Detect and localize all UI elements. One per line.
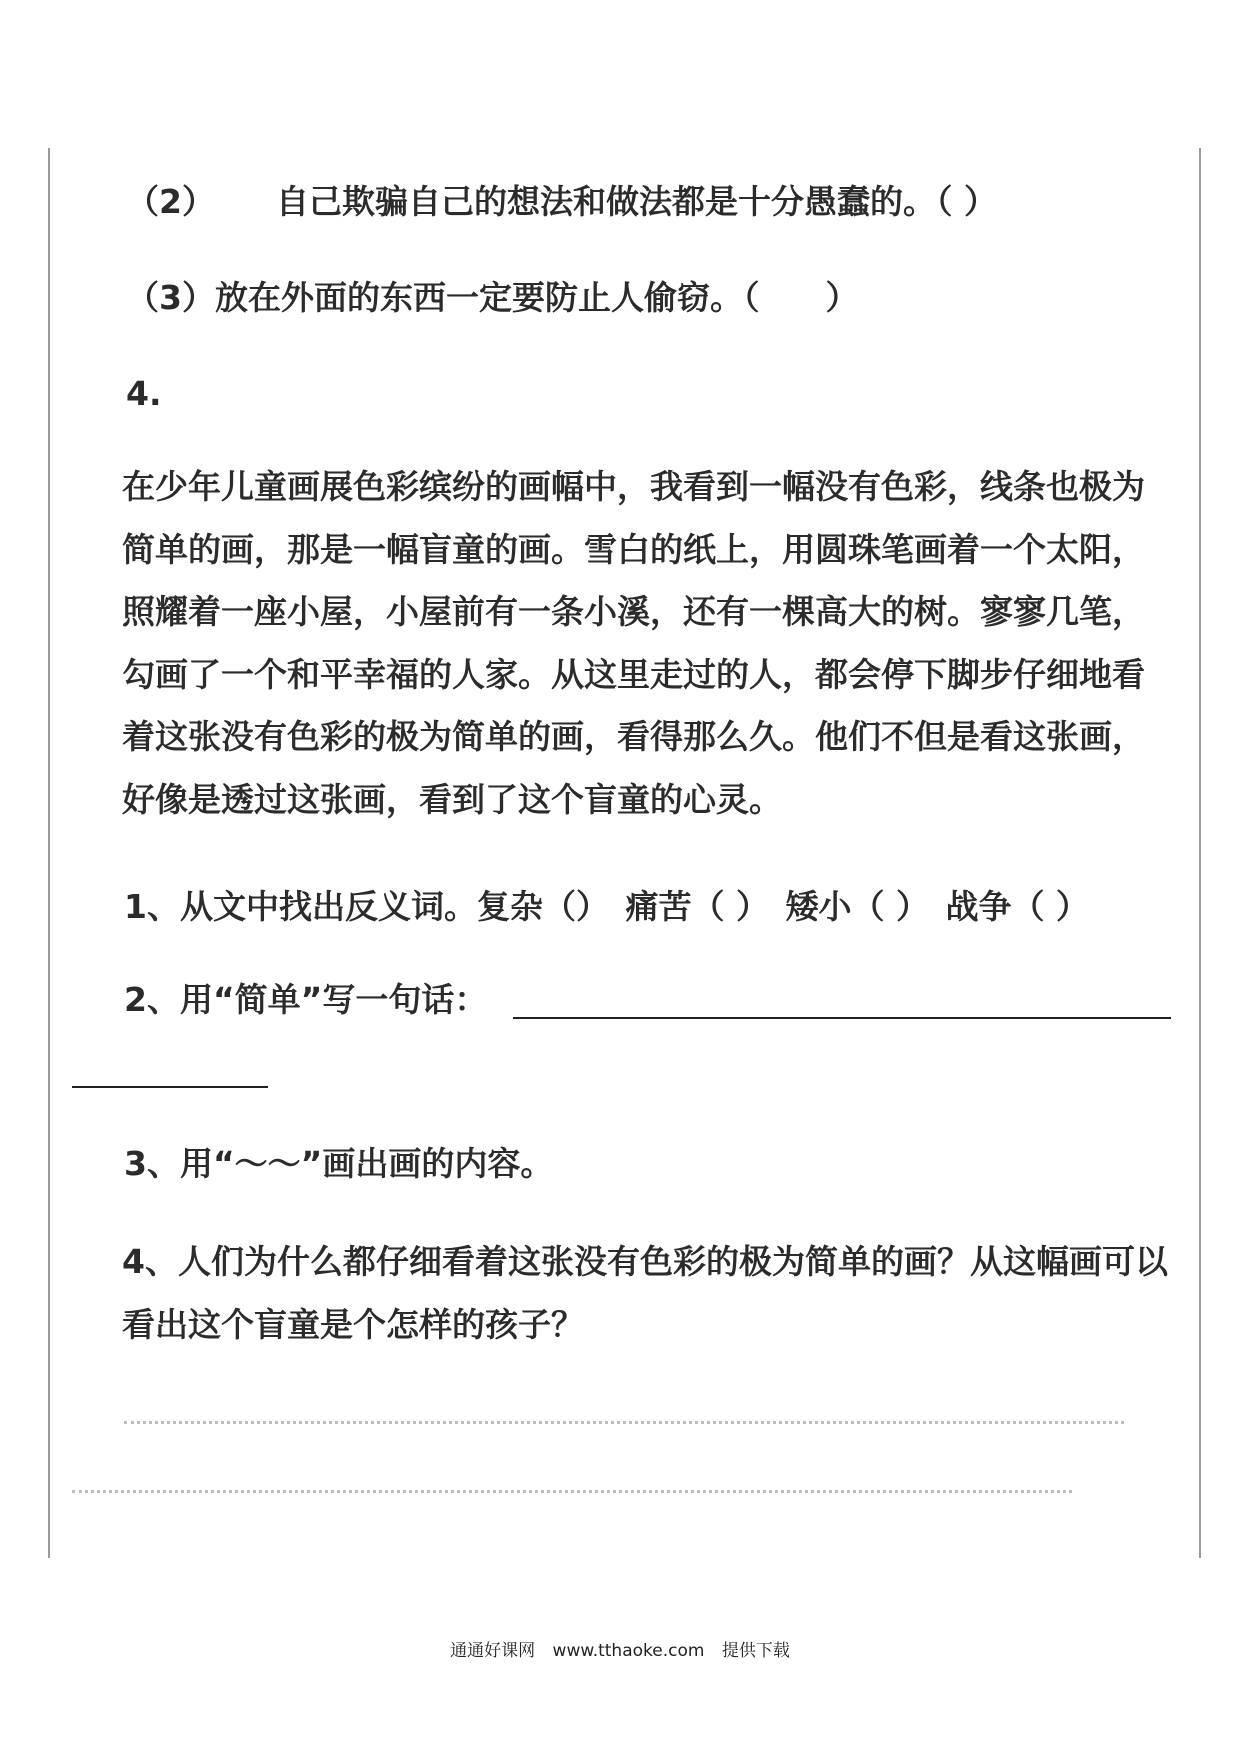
footer [0, 1636, 1240, 1661]
question-2: 2、用“简单”写一句话： [124, 980, 488, 1019]
answer-line-q2-continued[interactable] [72, 1086, 268, 1088]
right-margin-line [1199, 148, 1201, 1558]
answer-line-q2[interactable] [513, 1017, 1171, 1019]
question-4: 4、人们为什么都仔细看着这张没有色彩的极为简单的画？从这幅画可以看出这个盲童是个怎样的孩子？ [122, 1242, 1168, 1344]
item-2-text: （2） 自己欺骗自己的想法和做法都是十分愚蠢的。（ ） [126, 182, 997, 221]
footer-suffix: 提供下载 [721, 1641, 790, 1661]
question-1: 1、从文中找出反义词。复杂（） 痛苦（ ） 矮小（ ） 战争（ ） [124, 887, 1089, 926]
section-number: 4. [126, 374, 162, 413]
item-3-text: （3）放在外面的东西一定要防止人偷窃。（ ） [126, 278, 859, 317]
footer-url: www.tthaoke.com [552, 1641, 705, 1661]
answer-dotted-line-2[interactable] [72, 1490, 1072, 1493]
reading-passage [72, 456, 1172, 831]
question-3: 3、用“～～”画出画的内容。 [124, 1144, 554, 1183]
left-margin-line [48, 148, 50, 1558]
passage-text: 在少年儿童画展色彩缤纷的画幅中，我看到一幅没有色彩，线条也极为简单的画，那是一幅盲童的画。雪白的纸上，用圆珠笔画着一个太阳，照耀着一座小屋，小屋前有一条小溪，还有一棵高大的树。寥寥几笔，勾画了一个和平幸福的人家。从这里走过的人，都会停下脚步仔细地看着这张没有色彩的极为简单的画，看得那么久。他们不但是看这张画，好像是透过这张画，看到了这个盲童的心灵。 [122, 467, 1145, 819]
answer-dotted-line-1[interactable] [124, 1421, 1124, 1424]
question-4-block [72, 1231, 1172, 1356]
footer-site-name: 通通好课网 [450, 1641, 536, 1661]
